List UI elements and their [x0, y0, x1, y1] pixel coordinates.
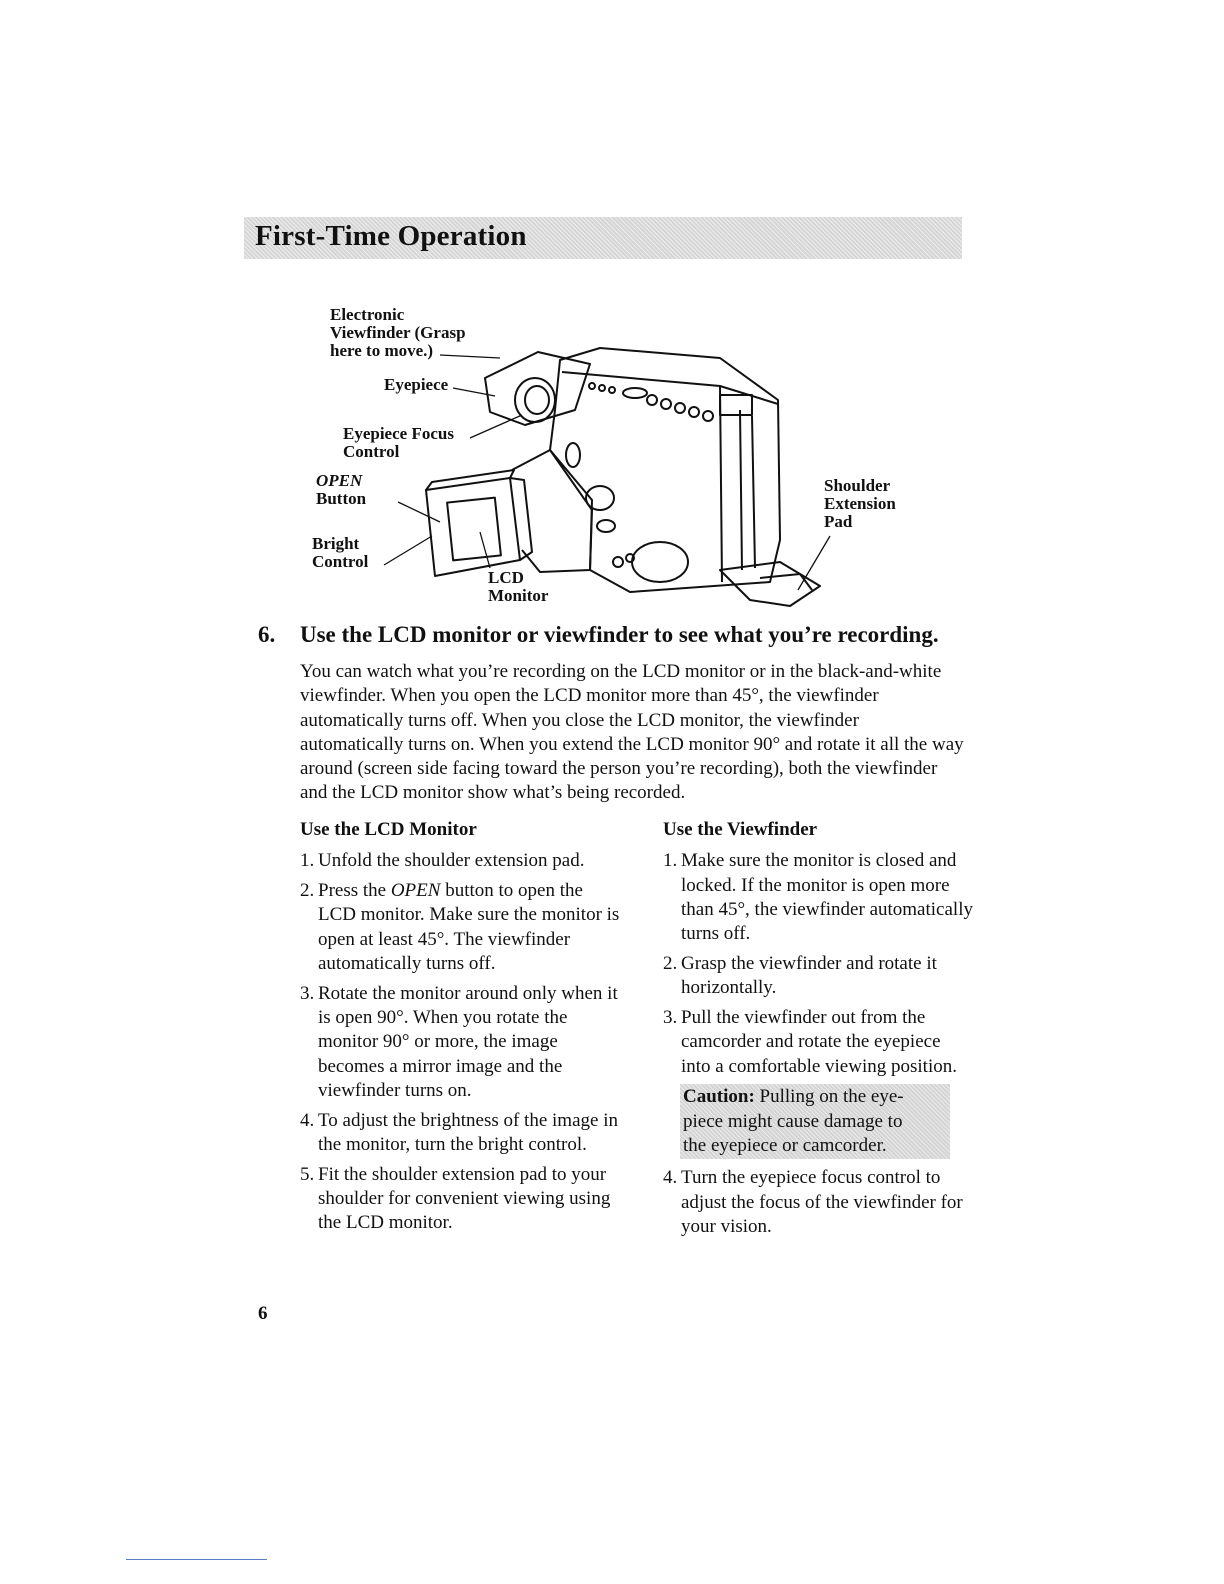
lcd-monitor-section — [300, 818, 620, 1241]
section-title: First-Time Operation — [255, 220, 527, 252]
list-item: 1. Unfold the shoulder extension pad. — [300, 850, 585, 872]
viewfinder-steps-list-continued — [663, 1166, 973, 1239]
list-item: 4. Turn the eyepiece focus control to adjust the focus of the viewfinder for your vision. — [663, 1167, 963, 1237]
lcd-section-title: Use the LCD Monitor — [300, 819, 477, 840]
viewfinder-section-title: Use the Viewfinder — [663, 819, 818, 840]
viewfinder-steps-list — [663, 849, 973, 1079]
step-title: Use the LCD monitor or viewfinder to see what you’re recording. — [300, 622, 939, 647]
intro-paragraph — [300, 660, 965, 806]
list-item: 3. Rotate the monitor around only when it is open 90°. When you rotate the monitor 90° or more, the image becomes a mirror image and the viewfinder turns on. — [300, 982, 618, 1101]
label-open-button: OPEN Button — [316, 471, 367, 508]
label-electronic-viewfinder: Electronic Viewfinder (Grasp here to move.) — [330, 305, 466, 360]
label-lcd-monitor: LCD Monitor — [488, 568, 549, 605]
intro-text: You can watch what you’re recording on the LCD monitor or in the black-and-white viewfinder. When you open the LCD monitor more than 45°, the viewfinder automatically turns off. When you close the LCD monitor, the viewfinder automatically turns on. When you extend the LCD monitor 90° and rotate it all the way around (screen side facing toward the person you’re recording), both the viewfinder and the LCD monitor show what’s being recorded. — [300, 661, 964, 804]
caution-note: Caution: Pulling on the eye- piece might cause damage to the eyepiece or camcorder. — [680, 1084, 950, 1159]
list-item: 3. Pull the viewfinder out from the camcorder and rotate the eyepiece into a comfortable viewing position. — [663, 1007, 957, 1077]
footnote-divider — [126, 1559, 267, 1560]
list-item: 5. Fit the shoulder extension pad to your shoulder for convenient viewing using the LCD monitor. — [300, 1163, 611, 1234]
lcd-steps-list — [300, 849, 620, 1235]
label-eyepiece-focus-control: Eyepiece Focus Control — [343, 424, 454, 461]
step-number: 6. — [258, 622, 276, 647]
section-banner — [244, 217, 962, 259]
label-eyepiece: Eyepiece — [384, 375, 449, 394]
list-item: 1. Make sure the monitor is closed and locked. If the monitor is open more than 45°, the viewfinder automatically turns off. — [663, 850, 973, 945]
caution-label: Caution: — [683, 1086, 755, 1108]
list-item: 2. Press the OPEN button to open the LCD monitor. Make sure the monitor is open at least 45°. The viewfinder automatically turns off. — [300, 880, 620, 974]
label-bright-control: Bright Control — [312, 534, 369, 571]
viewfinder-section — [663, 818, 973, 1245]
list-item: 4. To adjust the brightness of the image in the monitor, turn the bright control. — [300, 1109, 618, 1156]
list-item: 2. Grasp the viewfinder and rotate it horizontally. — [663, 952, 937, 999]
page-number: 6 — [258, 1303, 268, 1324]
label-shoulder-extension-pad: Shoulder Extension Pad — [824, 476, 896, 531]
camcorder-diagram — [300, 300, 920, 620]
